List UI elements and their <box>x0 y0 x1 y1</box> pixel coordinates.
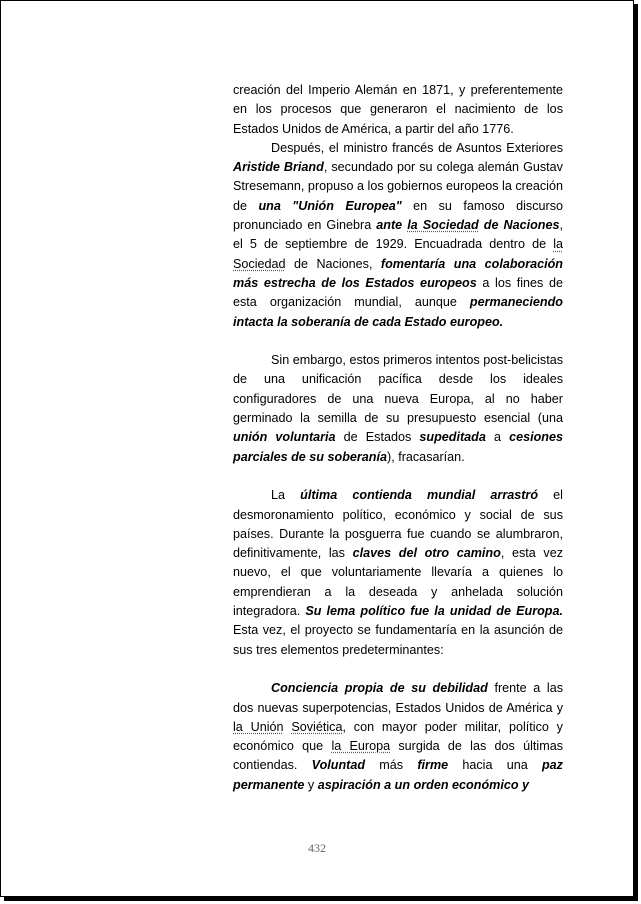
paragraph-4 <box>233 486 563 660</box>
text-run: más <box>365 758 418 773</box>
emphasis-run: de Naciones <box>478 218 560 233</box>
text-run: la Unión <box>233 719 284 734</box>
paragraph-1 <box>233 81 563 139</box>
emphasis-run: última contienda mundial arrastró <box>300 488 539 503</box>
emphasis-run: claves del otro camino <box>352 546 501 561</box>
body-text <box>233 81 563 795</box>
text-run: Después, el ministro francés de Asuntos Exteriores <box>271 140 563 155</box>
text-run: Esta vez, el proyecto se fundamentaría en la asunción de sus tres elementos predeterminantes: <box>233 623 563 657</box>
text-run: , el 5 de septiembre de 1929. Encuadrada dentro de <box>233 218 563 252</box>
text-run: , esta vez nuevo, el que voluntariamente llevaría a quienes lo emprendieran a la deseada y anhelada solución integradora. <box>233 546 563 619</box>
emphasis-run: una "Unión Europea" <box>258 198 402 213</box>
text-run: frente a las dos nuevas superpotencias, Estados Unidos de América y <box>233 681 563 715</box>
text-run: Soviética <box>291 719 343 734</box>
text-run: surgida de las dos últimas contiendas. <box>233 739 563 773</box>
text-run: el desmoronamiento político, económico y social de sus países. Durante la posguerra fue cuando se alumbraron, definitivamente, las <box>233 488 563 561</box>
emphasis-run: Voluntad <box>311 758 366 773</box>
emphasis-run: ante <box>376 218 408 233</box>
emphasis-run: Su lema político fue la unidad de Europa. <box>305 604 564 619</box>
emphasis-run: supeditada <box>419 430 486 445</box>
text-run: ), fracasarían. <box>387 449 465 464</box>
paragraph-spacer <box>233 332 563 351</box>
page-number: 432 <box>308 841 326 855</box>
text-run: y <box>304 777 318 792</box>
text-run: la Europa <box>331 739 391 754</box>
paragraph-2 <box>233 139 563 332</box>
text-run: , con mayor poder militar, político y económico que <box>233 719 563 754</box>
emphasis-run: paz permanente <box>233 758 563 792</box>
emphasis-run: firme <box>417 758 449 773</box>
text-run: , secundado por su colega alemán Gustav Stresemann, propuso a los gobiernos europeos la creación de <box>233 160 563 213</box>
emphasis-run: fomentaría una colaboración más estrecha de los Estados europeos <box>233 256 563 290</box>
text-run: a <box>485 430 510 445</box>
text-run: de Estados <box>335 430 420 445</box>
emphasis-run: Aristide Briand <box>233 160 324 175</box>
emphasis-run: permaneciendo intacta la soberanía de cada Estado europeo. <box>233 295 563 329</box>
emphasis-run: aspiración a un orden económico y <box>317 777 530 792</box>
emphasis-run: Conciencia propia de su debilidad <box>271 681 488 696</box>
text-run: a los fines de esta organización mundial, aunque <box>233 275 563 310</box>
emphasis-run: unión voluntaria <box>233 430 336 445</box>
emphasis-run: la Sociedad <box>407 218 479 233</box>
paragraph-spacer <box>233 467 563 486</box>
paragraph-spacer <box>233 660 563 679</box>
paragraph-5 <box>233 679 563 795</box>
text-run: Sin embargo, estos primeros intentos post-belicistas de una unificación pacífica desde los ideales configuradores de una nueva Europa, al no haber germinado la semilla de su presupuesto esencial (una <box>233 353 563 426</box>
text-run: creación del Imperio Alemán en 1871, y preferentemente en los procesos que generaron el nacimiento de los Estados Unidos de América, a partir del año 1776. <box>233 83 563 136</box>
text-run: La <box>271 488 301 503</box>
text-run: la Sociedad <box>233 237 563 271</box>
emphasis-run: cesiones parciales de su soberanía <box>233 430 563 464</box>
text-run: de Naciones, <box>285 256 381 271</box>
text-run: en su famoso discurso pronunciado en Ginebra <box>233 198 564 233</box>
paragraph-3 <box>233 351 563 467</box>
text-run: hacia una <box>448 758 542 773</box>
